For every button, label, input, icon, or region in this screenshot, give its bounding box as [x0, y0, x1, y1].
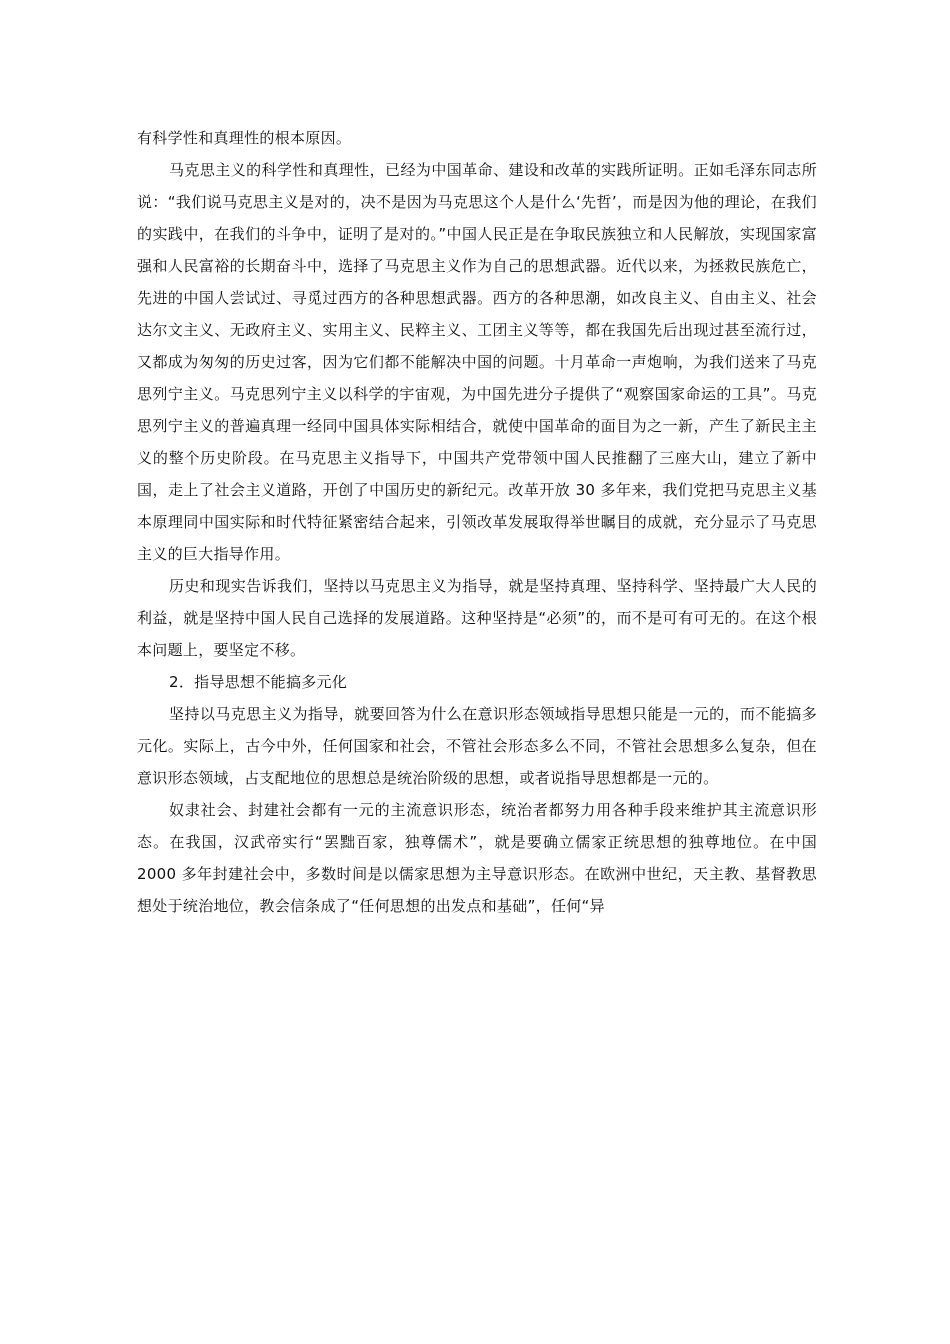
paragraph: 有科学性和真理性的根本原因。 [137, 129, 352, 147]
paragraph: 坚持以马克思主义为指导，就要回答为什么在意识形态领域指导思想只能是一元的，而不能搞多元化。实际上，古今中外，任何国家和社会，不管社会形态多么不同，不管社会思想多么复杂，但在意识形态领域，占支配地位的思想总是统治阶级的思想，或者说指导思想都是一元的。 [137, 705, 817, 787]
document-body [137, 122, 817, 922]
section-heading: 2．指导思想不能搞多元化 [169, 673, 348, 691]
paragraph: 奴隶社会、封建社会都有一元的主流意识形态，统治者都努力用各种手段来维护其主流意识形态。在我国，汉武帝实行“罢黜百家，独尊儒术”，就是要确立儒家正统思想的独尊地位。在中国 2000 多年封建社会中，多数时间是以儒家思想为主导意识形态。在欧洲中世纪，天主教、基督教思想处于统治地位，教会信条成了“任何思想的出发点和基础”，任何“异 [137, 801, 817, 915]
paragraph: 历史和现实告诉我们，坚持以马克思主义为指导，就是坚持真理、坚持科学、坚持最广大人民的利益，就是坚持中国人民自己选择的发展道路。这种坚持是“必须”的，而不是可有可无的。在这个根本问题上，要坚定不移。 [137, 577, 817, 659]
paragraph: 马克思主义的科学性和真理性，已经为中国革命、建设和改革的实践所证明。正如毛泽东同志所说：“我们说马克思主义是对的，决不是因为马克思这个人是什么‘先哲’，而是因为他的理论，在我们的实践中，在我们的斗争中，证明了是对的。”中国人民正是在争取民族独立和人民解放，实现国家富强和人民富裕的长期奋斗中，选择了马克思主义作为自己的思想武器。近代以来，为拯救民族危亡，先进的中国人尝试过、寻觅过西方的各种思想武器。西方的各种思潮，如改良主义、自由主义、社会达尔文主义、无政府主义、实用主义、民粹主义、工团主义等等，都在我国先后出现过甚至流行过，又都成为匆匆的历史过客，因为它们都不能解决中国的问题。十月革命一声炮响，为我们送来了马克思列宁主义。马克思列宁主义以科学的宇宙观，为中国先进分子提供了“观察国家命运的工具”。马克思列宁主义的普遍真理一经同中国具体实际相结合，就使中国革命的面目为之一新，产生了新民主主义的整个历史阶段。在马克思主义指导下，中国共产党带领中国人民推翻了三座大山，建立了新中国，走上了社会主义道路，开创了中国历史的新纪元。改革开放 30 多年来，我们党把马克思主义基本原理同中国实际和时代特征紧密结合起来，引领改革发展取得举世瞩目的成就，充分显示了马克思主义的巨大指导作用。 [137, 161, 817, 563]
